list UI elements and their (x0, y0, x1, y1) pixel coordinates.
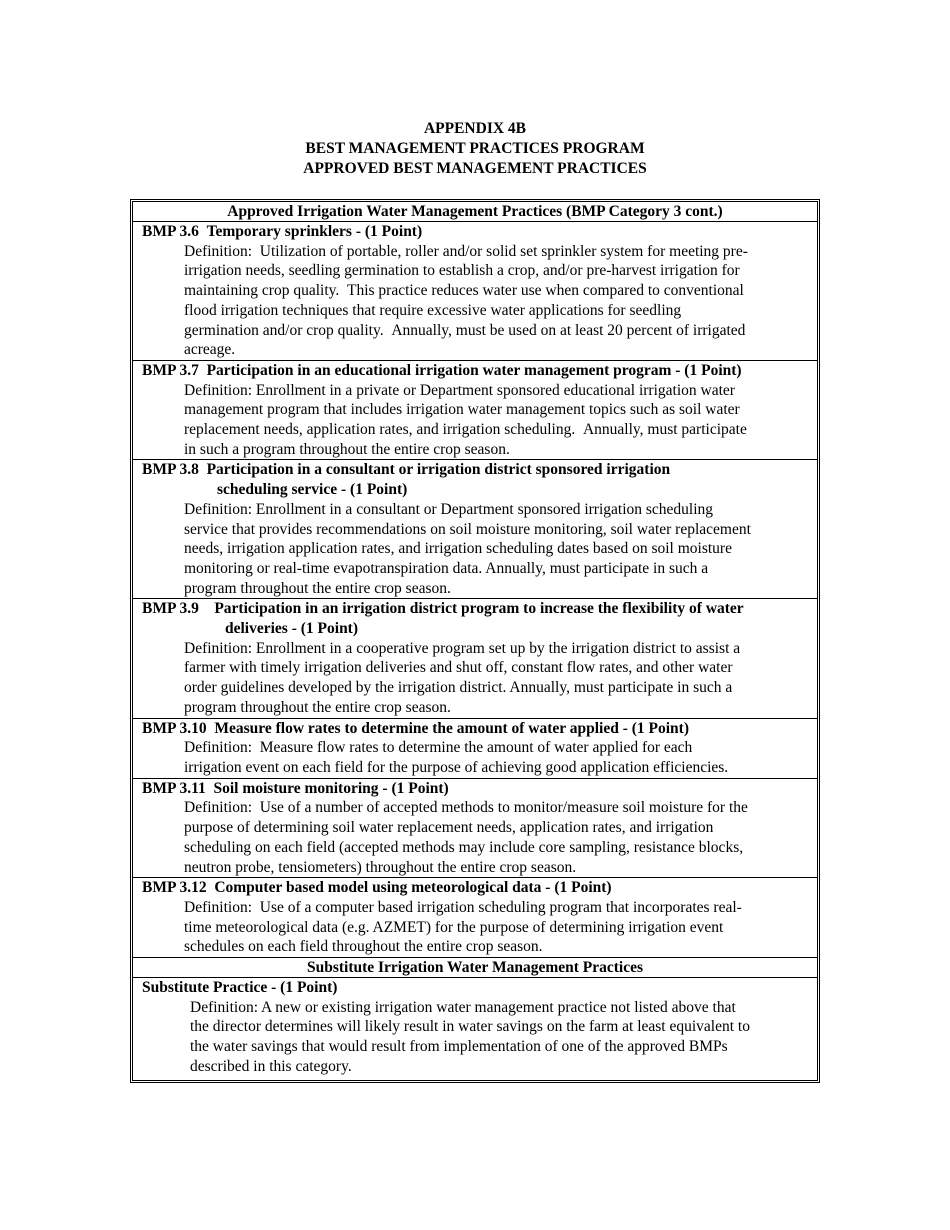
bmp-definition: Definition: Use of a number of accepted methods to monitor/measure soil moisture for the purpose of determining soil water replacement needs, application rates, and irrigation scheduling on each field (accepted methods may include core sampling, resistance blocks, neutron probe, tensiometers) throughout the entire crop season. (184, 799, 748, 876)
substitute-heading: Substitute Irrigation Water Management Practices (133, 958, 817, 978)
practices-title: APPROVED BEST MANAGEMENT PRACTICES (303, 160, 647, 177)
category-heading: Approved Irrigation Water Management Practices (BMP Category 3 cont.) (133, 202, 817, 222)
bmp-table (130, 199, 820, 1083)
bmp-title: BMP 3.12 Computer based model using meteorological data - (1 Point) (142, 879, 612, 897)
program-title: BEST MANAGEMENT PRACTICES PROGRAM (305, 140, 645, 157)
bmp-row-3-12 (133, 878, 817, 958)
bmp-title: BMP 3.6 Temporary sprinklers - (1 Point) (142, 223, 423, 240)
bmp-definition: Definition: Use of a computer based irrigation scheduling program that incorporates real- time meteorological data (e.g. AZMET) for the purpose of determining irrigation event schedules on each field throughout the entire crop season. (184, 898, 742, 956)
bmp-row-3-6 (133, 222, 817, 361)
bmp-definition: Definition: Utilization of portable, roller and/or solid set sprinkler system for meeting pre- irrigation needs, seedling germination to establish a crop, and/or pre-harvest irrigation for maintaining crop quality. This practice reduces water use when compared to conventional flood irrigation techniques that require excessive water applications for seedling germination and/or crop quality. Annually, must be used on at least 20 percent of irrigated acreage. (184, 242, 748, 359)
bmp-title: BMP 3.11 Soil moisture monitoring - (1 Point) (142, 779, 449, 797)
substitute-practice-row (133, 978, 817, 1077)
appendix-title: APPENDIX 4B (423, 120, 527, 137)
bmp-row-3-10 (133, 719, 817, 779)
bmp-definition: Definition: A new or existing irrigation water management practice not listed above that the director determines will likely result in water savings on the farm at least equivalent to the water savings that would result from implementation of one of the approved BMPs described in this category. (190, 998, 750, 1075)
document-header (0, 119, 950, 179)
bmp-title: BMP 3.9 Participation in an irrigation district program to increase the flexibility of water deliveries - (1 Point) (142, 600, 744, 638)
bmp-definition: Definition: Enrollment in a consultant or Department sponsored irrigation scheduling service that provides recommendations on soil moisture monitoring, soil water replacement needs, irrigation application rates, and irrigation scheduling dates based on soil moisture monitoring or real-time evapotranspiration data. Annually, must participate in such a program throughout the entire crop season. (184, 500, 751, 597)
bmp-row-3-7 (133, 361, 817, 461)
bmp-title: Substitute Practice - (1 Point) (142, 979, 338, 997)
bmp-title: BMP 3.7 Participation in an educational irrigation water management program - (1 Point) (142, 361, 742, 379)
bmp-title: BMP 3.10 Measure flow rates to determine the amount of water applied - (1 Point) (142, 719, 690, 737)
bmp-row-3-9 (133, 599, 817, 718)
bmp-definition: Definition: Enrollment in a cooperative program set up by the irrigation district to assist a farmer with timely irrigation deliveries and shut off, constant flow rates, and other water order guidelines developed by the irrigation district. Annually, must participate in such a program throughout the entire crop season. (184, 639, 741, 716)
bmp-title: BMP 3.8 Participation in a consultant or irrigation district sponsored irrigation scheduling service - (1 Point) (142, 461, 671, 499)
bmp-definition: Definition: Enrollment in a private or Department sponsored educational irrigation water management program that includes irrigation water management topics such as soil water replacement needs, application rates, and irrigation scheduling. Annually, must participate in such a program throughout the entire crop season. (184, 381, 747, 458)
bmp-row-3-11 (133, 779, 817, 879)
bmp-definition: Definition: Measure flow rates to determine the amount of water applied for each irrigation event on each field for the purpose of achieving good application efficiencies. (184, 739, 729, 776)
bmp-row-3-8 (133, 460, 817, 599)
